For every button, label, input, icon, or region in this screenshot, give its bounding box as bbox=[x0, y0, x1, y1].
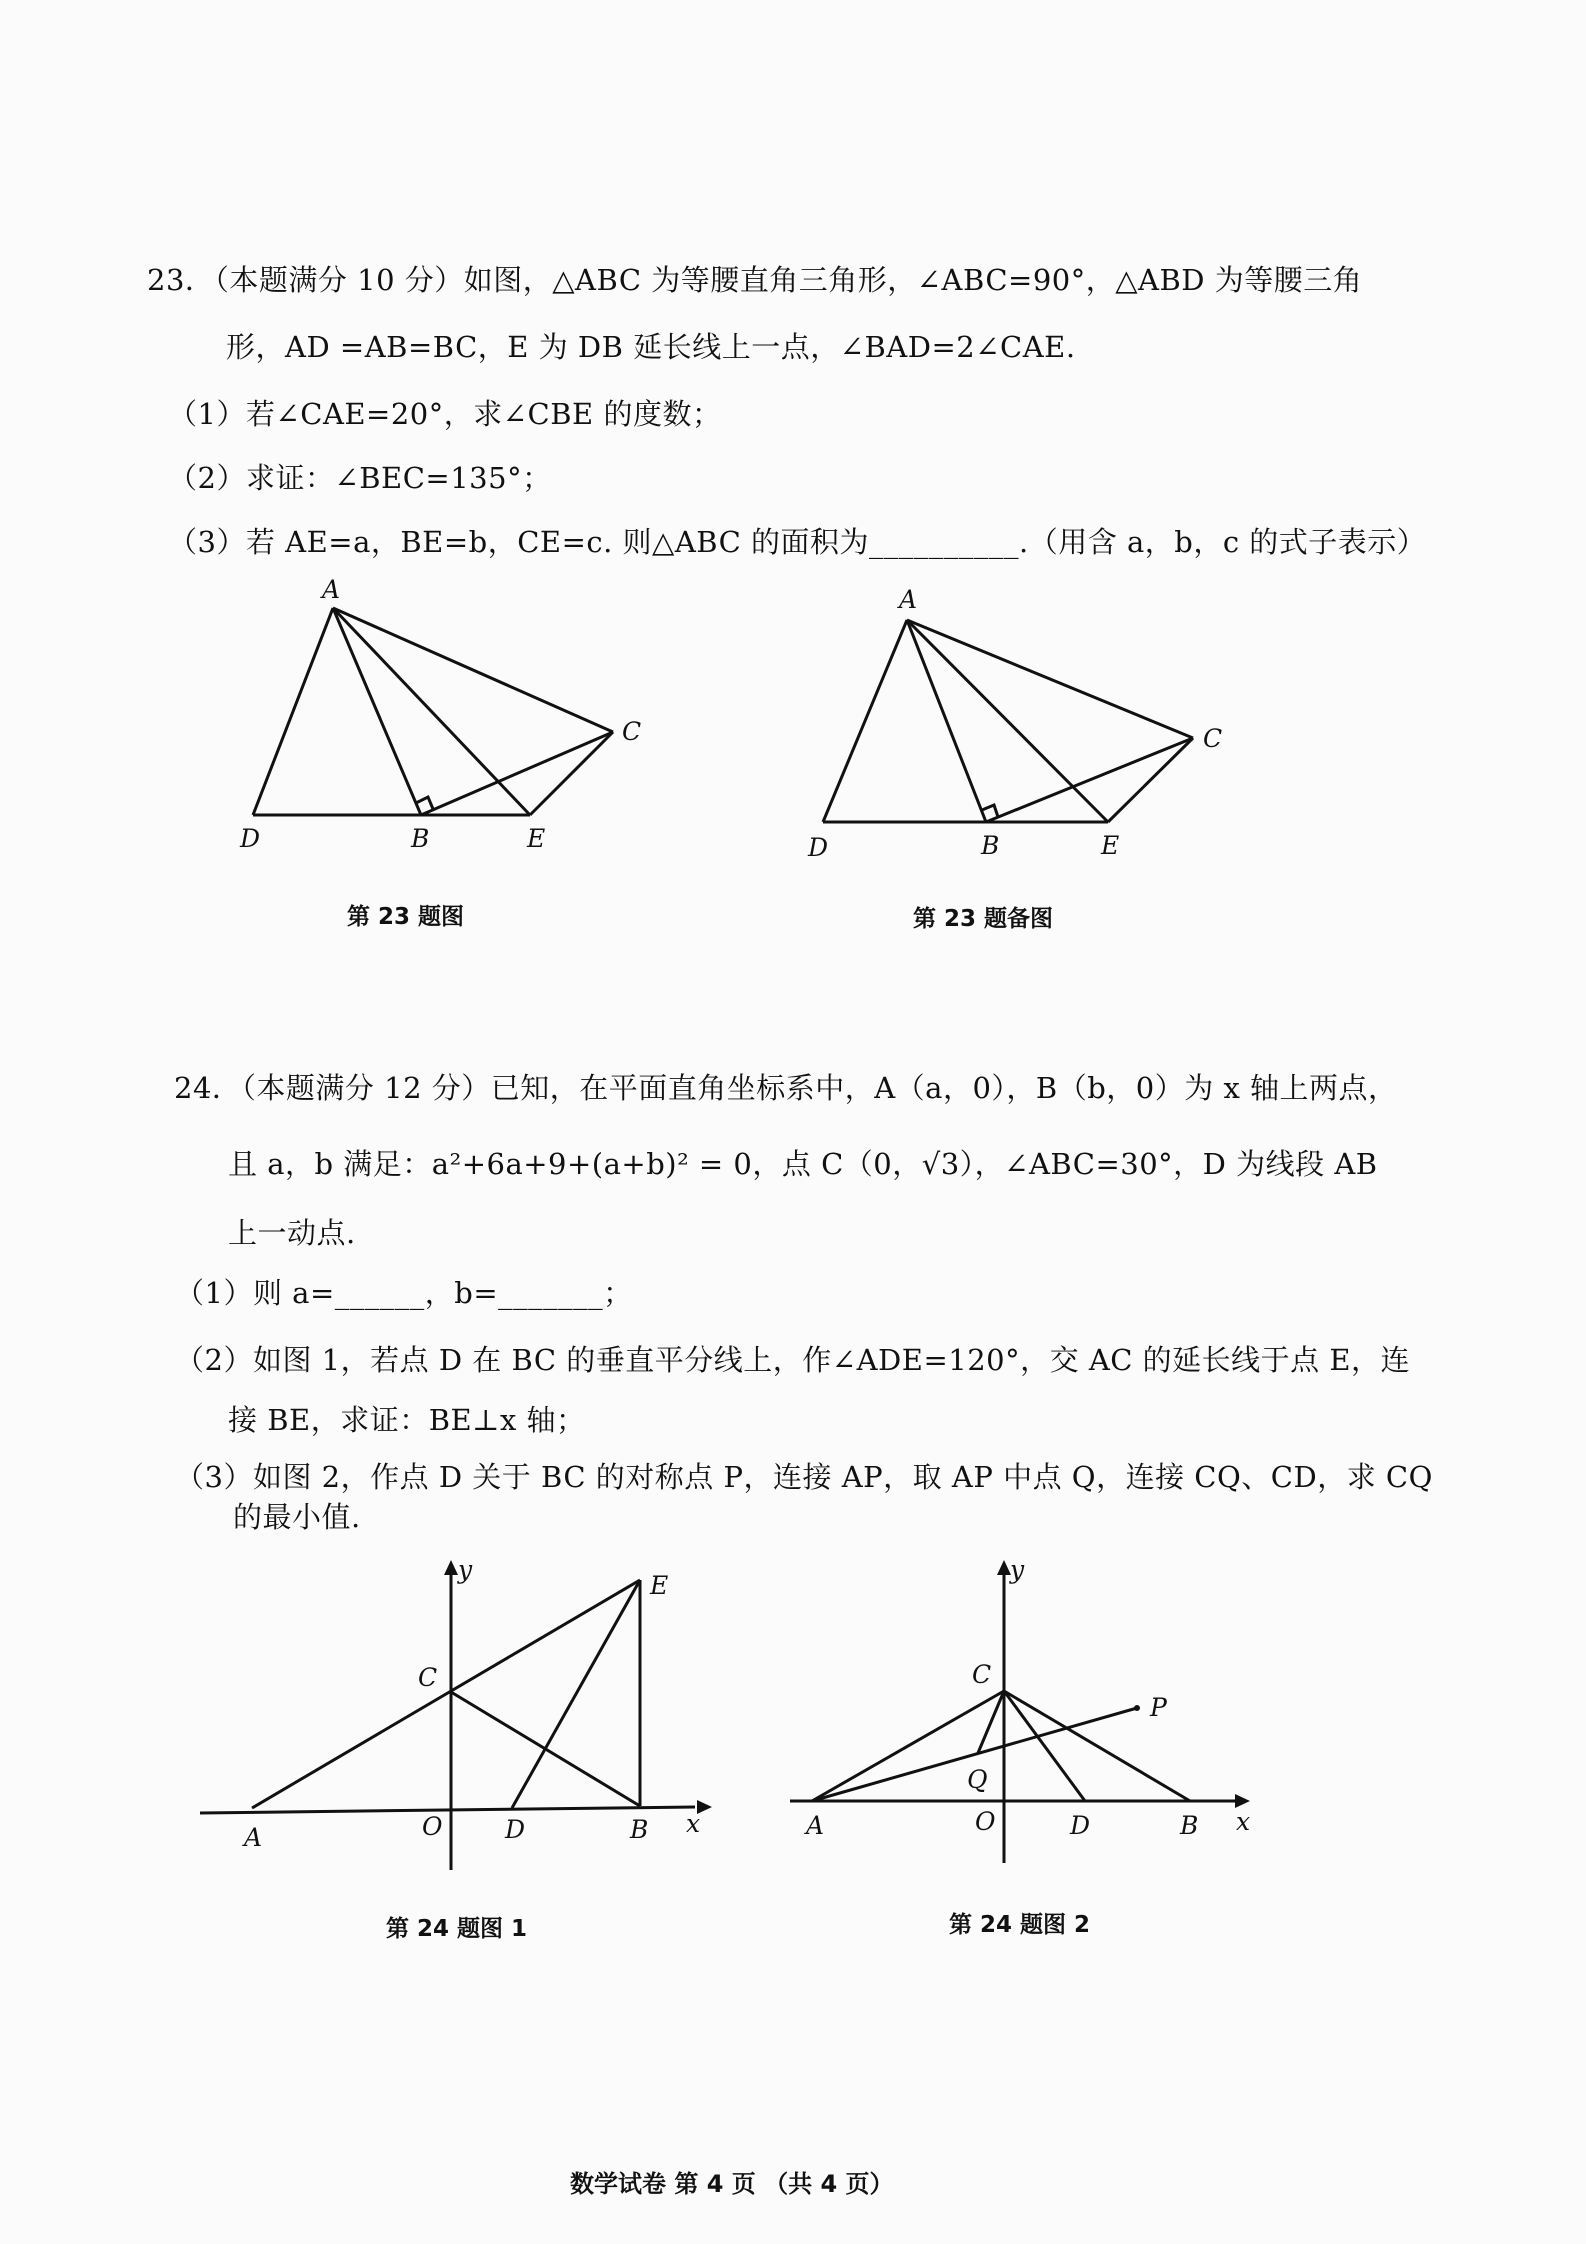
q24f2-label-A: A bbox=[806, 1811, 825, 1840]
q23-part3: （3）若 AE=a，BE=b，CE=c. 则△ABC 的面积为__________.（用含 a，b，c 的式子表示） bbox=[168, 525, 1427, 559]
q24-part1: （1）则 a=______，b=_______； bbox=[175, 1276, 633, 1310]
q23-backup-figure bbox=[807, 585, 1222, 862]
q23-label-A: A bbox=[322, 575, 341, 604]
q23-label-D: D bbox=[240, 824, 261, 853]
q24-part2-line1: （2）如图 1，若点 D 在 BC 的垂直平分线上，作∠ADE=120°，交 AC 的延长线于点 E，连 bbox=[175, 1343, 1411, 1377]
q23b-label-E: E bbox=[1101, 831, 1120, 860]
q24f1-label-D: D bbox=[505, 1815, 526, 1844]
q23b-label-B: B bbox=[981, 831, 1000, 860]
q24f2-label-Q: Q bbox=[967, 1765, 988, 1794]
q23-stem-line2: 形，AD =AB=BC，E 为 DB 延长线上一点，∠BAD=2∠CAE. bbox=[226, 330, 1076, 364]
q24-figure-1 bbox=[200, 1555, 712, 1870]
q24f1-label-x: x bbox=[686, 1809, 701, 1838]
page-footer: 数学试卷 第 4 页 （共 4 页） bbox=[570, 2170, 894, 2198]
q24-figure-2 bbox=[790, 1555, 1250, 1863]
q23b-label-A: A bbox=[899, 585, 918, 614]
q24-figure1-caption: 第 24 题图 1 bbox=[386, 1916, 528, 1942]
q24-part3-line2: 的最小值. bbox=[233, 1500, 361, 1534]
q24-stem-line1: 24．（本题满分 12 分）已知，在平面直角坐标系中，A（a，0），B（b，0）为 x 轴上两点， bbox=[174, 1071, 1398, 1105]
q24-stem-line2: 且 a，b 满足：a²+6a+9+(a+b)² = 0，点 C（0，√3），∠ABC=30°，D 为线段 AB bbox=[228, 1147, 1378, 1181]
q23-label-C: C bbox=[622, 717, 642, 746]
q24f2-label-D: D bbox=[1070, 1811, 1091, 1840]
q23-part2: （2）求证：∠BEC=135°； bbox=[168, 461, 552, 495]
q24f2-label-C: C bbox=[972, 1660, 992, 1689]
q24f1-label-y: y bbox=[458, 1555, 473, 1584]
q24f2-label-x: x bbox=[1236, 1807, 1251, 1836]
q23-stem-line1: 23．（本题满分 10 分）如图，△ABC 为等腰直角三角形，∠ABC=90°，△ABD 为等腰三角 bbox=[147, 263, 1363, 297]
q24f1-label-A: A bbox=[244, 1823, 263, 1852]
q23b-label-D: D bbox=[808, 833, 829, 862]
q23-figure bbox=[239, 575, 641, 853]
q24-part2-line2: 接 BE，求证：BE⊥x 轴； bbox=[228, 1403, 586, 1437]
q24f1-label-C: C bbox=[418, 1663, 438, 1692]
q23-part1: （1）若∠CAE=20°，求∠CBE 的度数； bbox=[168, 397, 722, 431]
q23-figure-caption: 第 23 题图 bbox=[347, 904, 465, 930]
q24f2-label-O: O bbox=[975, 1807, 996, 1836]
q24-part3-line1: （3）如图 2，作点 D 关于 BC 的对称点 P，连接 AP，取 AP 中点 Q，连接 CQ、CD，求 CQ bbox=[175, 1460, 1433, 1494]
q24f2-label-B: B bbox=[1180, 1811, 1199, 1840]
q23-backup-figure-caption: 第 23 题备图 bbox=[913, 906, 1054, 932]
q24f1-label-E: E bbox=[650, 1571, 669, 1600]
q23b-label-C: C bbox=[1203, 724, 1223, 753]
q24f1-label-B: B bbox=[630, 1815, 649, 1844]
q24f1-label-O: O bbox=[422, 1812, 443, 1841]
q24-stem-line3: 上一动点. bbox=[228, 1216, 356, 1250]
q24f2-label-P: P bbox=[1150, 1693, 1167, 1722]
q24f2-label-y: y bbox=[1010, 1555, 1025, 1584]
q23-label-B: B bbox=[411, 824, 430, 853]
q23-label-E: E bbox=[527, 824, 546, 853]
q24-figure2-caption: 第 24 题图 2 bbox=[949, 1912, 1091, 1938]
